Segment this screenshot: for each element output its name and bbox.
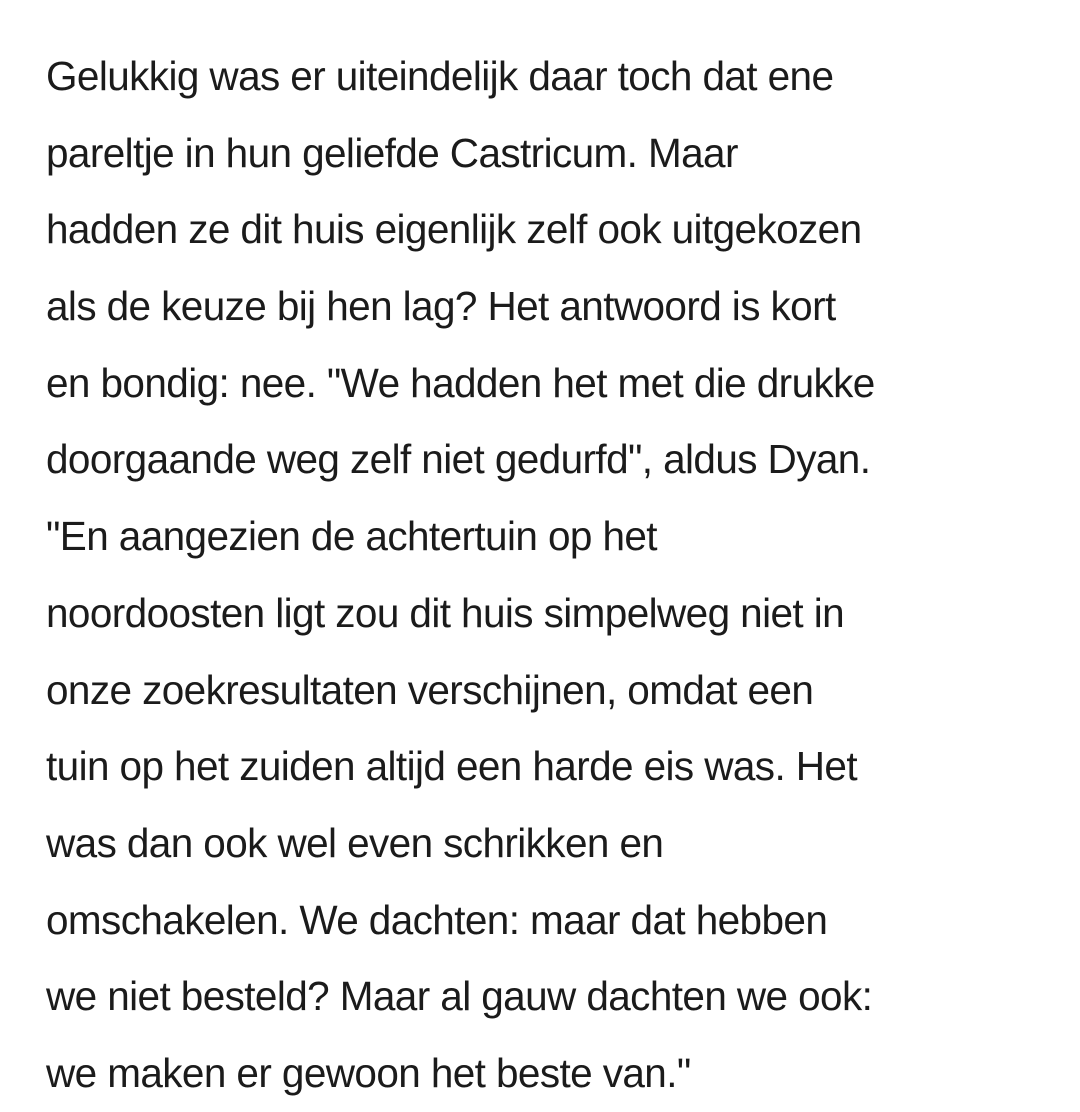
paragraph-line: omschakelen. We dachten: maar dat hebben <box>46 896 828 943</box>
paragraph-line: was dan ook wel even schrikken en <box>46 819 664 866</box>
article-paragraph <box>46 38 1056 1112</box>
paragraph-line: we niet besteld? Maar al gauw dachten we ook: <box>46 973 873 1020</box>
paragraph-line: Gelukkig was er uiteindelijk daar toch dat ene <box>46 53 834 99</box>
paragraph-line: pareltje in hun geliefde Castricum. Maar <box>46 129 738 176</box>
paragraph-line: we maken er gewoon het beste van." <box>46 1049 691 1096</box>
paragraph-line: "En aangezien de achtertuin op het <box>46 513 657 560</box>
paragraph-line: noordoosten ligt zou dit huis simpelweg niet in <box>46 589 845 636</box>
paragraph-line: tuin op het zuiden altijd een harde eis was. Het <box>46 743 857 790</box>
paragraph-line: doorgaande weg zelf niet gedurfd", aldus Dyan. <box>46 436 871 483</box>
paragraph-line: hadden ze dit huis eigenlijk zelf ook uitgekozen <box>46 206 862 253</box>
paragraph-line: als de keuze bij hen lag? Het antwoord is kort <box>46 283 836 330</box>
paragraph-line: en bondig: nee. "We hadden het met die drukke <box>46 359 875 406</box>
paragraph-line: onze zoekresultaten verschijnen, omdat een <box>46 666 814 713</box>
